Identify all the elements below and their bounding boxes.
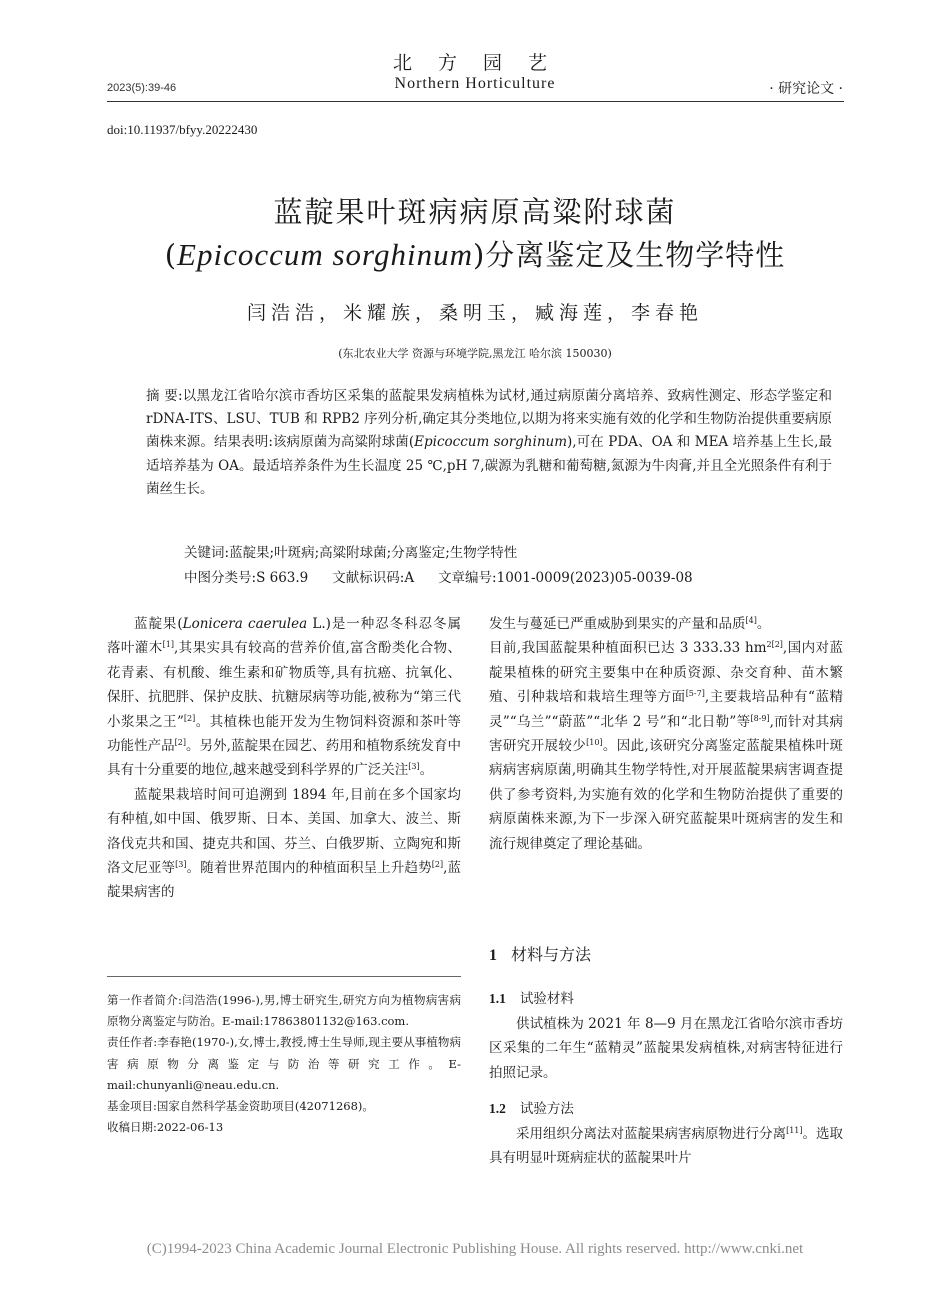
text: 。 [419, 762, 434, 779]
abstract-text-a: 以黑龙江省哈尔滨市香坊区采集的蓝靛果发病植株为试材,通过病原菌分离培养、致病性测定、形态学鉴定和 rDNA-ITS、LSU、TUB 和 RPB2 序列分析,确定其分类地位,以期为将来实施有效的化学和生物防治提供重要病原菌株来源。结果表明:该病原菌为高粱附球菌( [146, 388, 832, 451]
citation[interactable]: [5-7] [685, 689, 705, 699]
text: 。随着世界范围内的种植面积呈上升趋势 [186, 860, 432, 877]
footnotes [107, 990, 461, 1138]
title-line-2-rest: )分离鉴定及生物学特性 [472, 238, 786, 272]
text: ,而针对其病害研究开展较少 [489, 713, 843, 755]
paragraph [107, 783, 461, 905]
first-author-note: 第一作者简介:闫浩浩(1996-),男,博士研究生,研究方向为植物病害病原物分离鉴定与防治。E-mail:17863801132@163.com. [107, 993, 461, 1029]
authors: 闫浩浩，米耀族，桑明玉，臧海莲，李春艳 [246, 302, 703, 324]
title-line-2 [0, 233, 950, 274]
title-line-1: 蓝靛果叶斑病病原高粱附球菌 [273, 195, 677, 229]
section-number: 1.2 [489, 1101, 506, 1116]
doc-code-value: A [404, 570, 415, 586]
abstract-label: 摘 要: [146, 388, 183, 404]
doi[interactable]: doi:10.11937/bfyy.20222430 [107, 122, 258, 137]
footnote-rule [107, 976, 461, 977]
journal-name-cn: 北 方 园 艺 [392, 52, 558, 74]
paragraph [107, 612, 461, 783]
citation[interactable]: [2] [183, 713, 196, 723]
clc-value: S 663.9 [256, 570, 309, 586]
issue-info: 2023(5):39-46 [107, 82, 177, 94]
header-rule [107, 101, 844, 102]
paragraph [489, 1122, 843, 1171]
latin-name: Lonicera caerulea [182, 616, 308, 632]
text: 目前,我国蓝靛果种植面积已达 3 333.33 hm [489, 640, 767, 657]
citation[interactable]: [2] [174, 738, 187, 748]
fund-note: 基金项目:国家自然科学基金资助项目(42071268)。 [107, 1099, 374, 1114]
text: 。其植株也能开发为生物饲料资源和茶叶等功能性产品 [107, 713, 462, 755]
section-title: 试验方法 [519, 1101, 574, 1117]
citation[interactable]: [4] [745, 616, 757, 625]
section-title: 材料与方法 [511, 945, 592, 964]
text: 。另外,蓝靛果在园艺、药用和植物系统发育中具有十分重要的地位,越来越受到科学界的广泛关注 [107, 738, 462, 779]
text: ,国内对蓝靛果植株的研究主要集中在种质资源、杂交育种、苗木繁殖、引种栽培和栽培生理等方面 [489, 640, 843, 706]
citation[interactable]: [11] [786, 1126, 803, 1135]
text: ,主要栽培品种有“蓝精灵”“乌兰”“蔚蓝”“北华 2 号”和“北日勒”等 [489, 689, 843, 730]
text: ,其果实具有较高的营养价值,富含酚类化合物、花青素、有机酸、维生素和矿物质等,具有抗癌、抗氧化、保肝、抗肥胖、保护皮肤、抗糖尿病等功能,被称为“第三代小浆果之王” [107, 640, 462, 730]
clc-label: 中图分类号: [184, 570, 257, 586]
text: 蓝靛果栽培时间可追溯到 1894 年,目前在多个国家均有种植,如中国、俄罗斯、日本、美国、加拿大、波兰、斯洛伐克共和国、捷克共和国、芬兰、白俄罗斯、立陶宛和斯洛文尼亚等 [107, 786, 461, 877]
text: 采用组织分离法对蓝靛果病害病原物进行分离 [516, 1126, 787, 1142]
text: 蓝靛果( [134, 616, 183, 632]
text: 发生与蔓延已严重威胁到果实的产量和品质 [489, 616, 746, 632]
corresponding-author-note: 责任作者:李春艳(1970-),女,博士,教授,博士生导师,现主要从事植物病害病原物分离鉴定与防治等研究工作。E-mail:chunyanli@neau.edu.cn. [107, 1035, 461, 1092]
copyright-watermark: (C)1994-2023 China Academic Journal Electronic Publishing House. All rights reserved. http://www.cnki.net [146, 1241, 804, 1257]
section-1-1-body [489, 1012, 843, 1085]
superscript: 2[2] [766, 640, 783, 650]
affiliation: (东北农业大学 资源与环境学院,黑龙江 哈尔滨 150030) [338, 347, 612, 360]
keywords-label: 关键词: [184, 545, 230, 561]
text: 。 [756, 616, 771, 632]
paragraph [489, 636, 843, 856]
journal-name-en: Northern Horticulture [394, 75, 556, 92]
text: L.)是一种忍冬科忍冬属落叶灌木 [107, 616, 461, 657]
section-label: · 研究论文 · [769, 81, 843, 97]
citation[interactable]: [8-9] [750, 713, 770, 723]
text: 。选取具有明显叶斑病症状的蓝靛果叶片 [489, 1126, 844, 1167]
keywords [184, 541, 834, 561]
text: 。因此,该研究分离鉴定蓝靛果植株叶斑病病害病原菌,明确其生物学特性,对开展蓝靛果病害调查提供了参考资料,为实施有效的化学和生物防治提供了重要的病原菌株来源,为下一步深入研究蓝靛果叶斑病害的发生和流行规律奠定了理论基础。 [489, 738, 844, 852]
classification [184, 566, 844, 586]
paragraph-continued [489, 612, 843, 636]
article-no-label: 文章编号: [438, 570, 497, 586]
left-column [107, 612, 461, 905]
citation[interactable]: [10] [586, 738, 603, 748]
keywords-text: 蓝靛果;叶斑病;高粱附球菌;分离鉴定;生物学特性 [229, 545, 518, 561]
citation[interactable]: [1] [162, 640, 174, 650]
title-paren-open: ( [164, 238, 178, 272]
section-1-2-body [489, 1122, 843, 1171]
section-heading-1-1 [489, 987, 574, 1007]
abstract-latin: Epicoccum sorghinum [414, 434, 568, 451]
text: ,蓝靛果病害的 [107, 860, 462, 901]
right-column [489, 612, 843, 856]
abstract [146, 385, 832, 501]
article-no-value: 1001-0009(2023)05-0039-08 [496, 570, 693, 586]
abstract-text-b: ),可在 PDA、OA 和 MEA 培养基上生长,最适培养基为 OA。最适培养条件为生长温度 25 ℃,pH 7,碳源为乳糖和葡萄糖,氮源为牛肉膏,并且全光照条件有利于菌丝生长。 [146, 434, 832, 497]
paragraph: 供试植株为 2021 年 8—9 月在黑龙江省哈尔滨市香坊区采集的二年生“蓝精灵”蓝靛果发病植株,对病害特征进行拍照记录。 [489, 1016, 843, 1081]
section-heading-1 [489, 942, 591, 965]
section-number: 1 [489, 947, 497, 964]
received-date: 收稿日期:2022-06-13 [107, 1120, 224, 1135]
section-number: 1.1 [489, 991, 506, 1006]
title-latin: Epicoccum sorghinum [177, 237, 473, 272]
citation[interactable]: [2] [431, 860, 444, 870]
section-heading-1-2 [489, 1097, 574, 1117]
citation[interactable]: [3] [408, 762, 420, 772]
citation[interactable]: [3] [175, 860, 187, 870]
doc-code-label: 文献标识码: [332, 570, 405, 586]
section-title: 试验材料 [519, 991, 574, 1007]
